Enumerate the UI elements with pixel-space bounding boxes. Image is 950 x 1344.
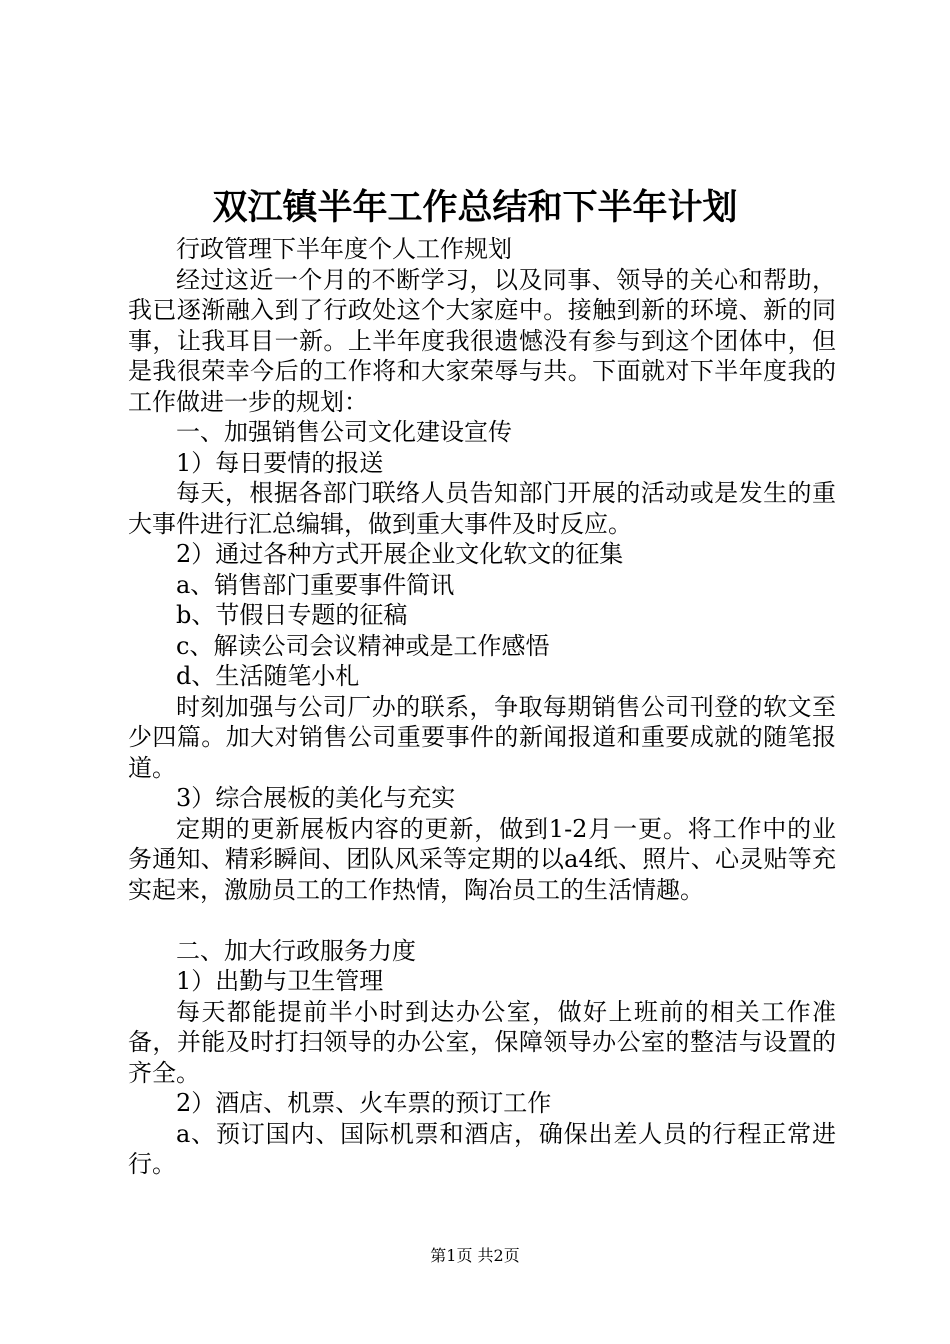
item-heading-1-3: 3）综合展板的美化与充实	[176, 784, 456, 812]
item-heading-1-1: 1）每日要情的报送	[176, 448, 384, 477]
page-footer: 第1页 共2页	[430, 1246, 520, 1265]
intro-paragraph: 经过这近一个月的不断学习，以及同事、领导的关心和帮助，我已逐渐融入到了行政处这个大家庭中。接触到新的环境、新的同事，让我耳目一新。上半年度我很遗憾没有参与到这个团体中，但是我很荣幸今后的工作将和大家荣辱与共。下面就对下半年度我的工作做进一步的规划：	[128, 265, 836, 416]
body-paragraph: 每天，根据各部门联络人员告知部门开展的活动或是发生的重大事件进行汇总编辑，做到重大事件及时反应。	[128, 479, 836, 538]
list-item-c: c、解读公司会议精神或是工作感悟	[176, 631, 550, 660]
section-heading-2: 二、加大行政服务力度	[176, 936, 416, 965]
body-paragraph: 定期的更新展板内容的更新，做到1-2月一更。将工作中的业务通知、精彩瞬间、团队风采等定期的以a4纸、照片、心灵贴等充实起来，激励员工的工作热情，陶冶员工的生活情趣。	[128, 814, 836, 904]
item-heading-2-1: 1）出勤与卫生管理	[176, 967, 384, 995]
blank-line	[128, 905, 836, 936]
document-title: 双江镇半年工作总结和下半年计划	[212, 187, 738, 228]
list-item-a: a、销售部门重要事件简讯	[176, 570, 455, 599]
list-item-b: b、节假日专题的征稿	[176, 601, 408, 629]
body-paragraph: 时刻加强与公司厂办的联系，争取每期销售公司刊登的软文至少四篇。加大对销售公司重要事件的新闻报道和重要成就的随笔报道。	[128, 692, 836, 782]
subtitle-paragraph: 行政管理下半年度个人工作规划	[176, 235, 512, 263]
body-paragraph: 每天都能提前半小时到达办公室，做好上班前的相关工作准备，并能及时打扫领导的办公室，保障领导办公室的整洁与设置的齐全。	[128, 997, 836, 1087]
document-body	[128, 234, 836, 1180]
list-item-a: a、预订国内、国际机票和酒店，确保出差人员的行程正常进行。	[128, 1119, 836, 1178]
item-heading-1-2: 2）通过各种方式开展企业文化软文的征集	[176, 540, 624, 568]
section-heading-1: 一、加强销售公司文化建设宣传	[176, 418, 512, 446]
item-heading-2-2: 2）酒店、机票、火车票的预订工作	[176, 1089, 552, 1117]
list-item-d: d、生活随笔小札	[176, 662, 360, 690]
